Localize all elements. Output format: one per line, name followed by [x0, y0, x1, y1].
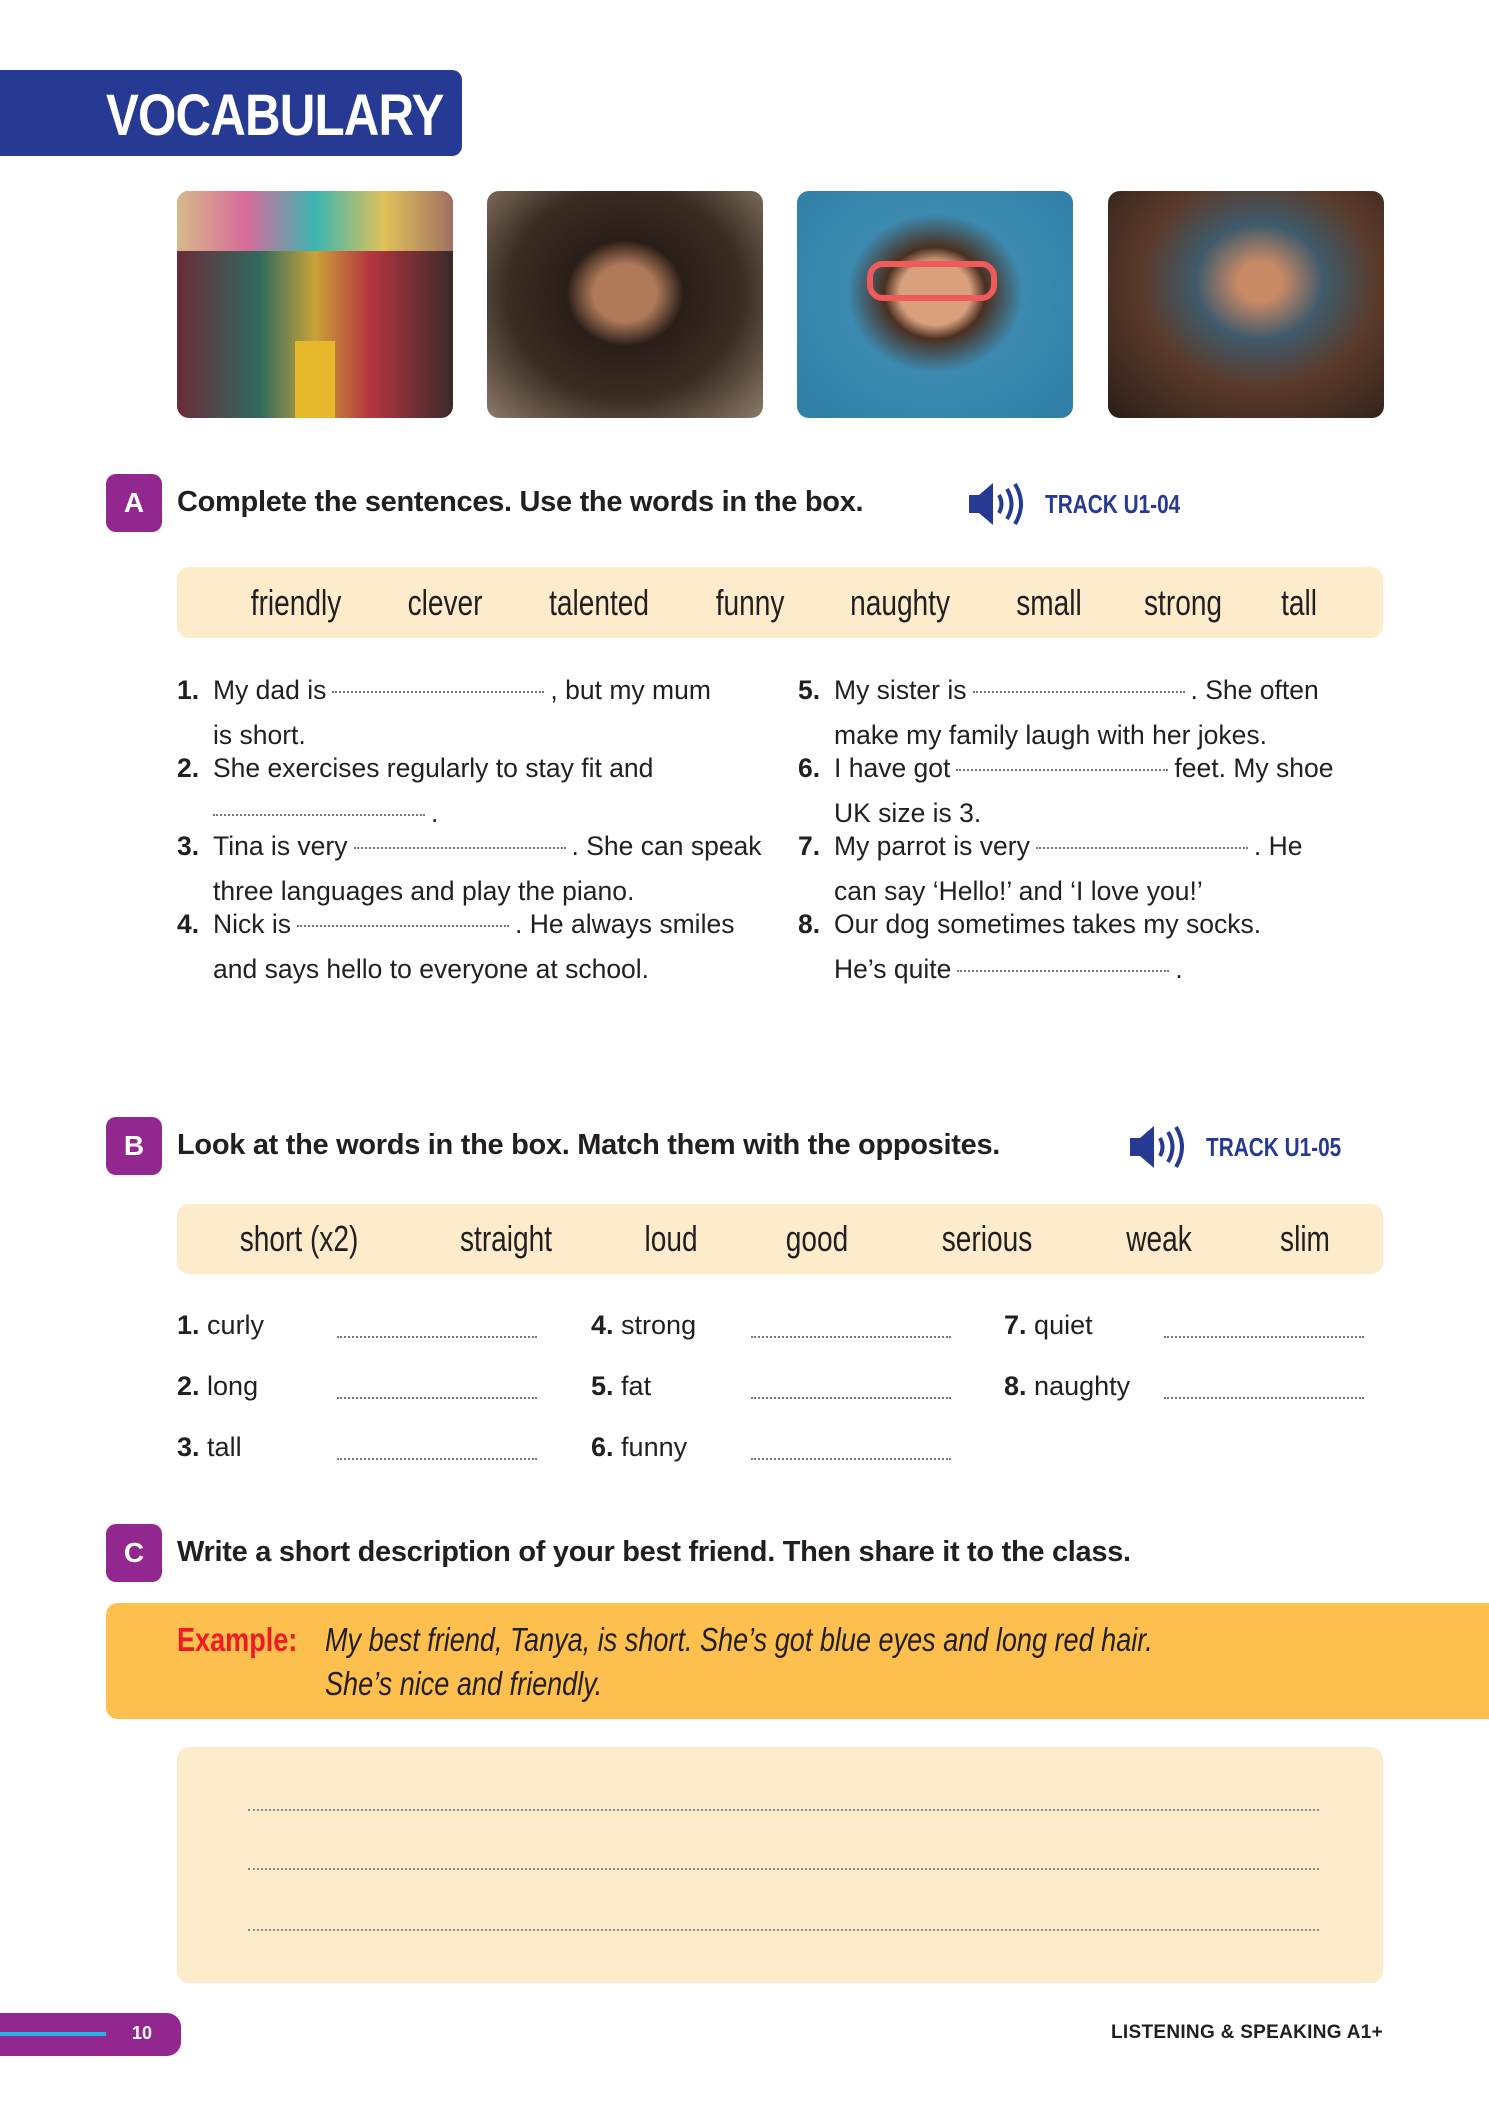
word-option: loud — [644, 1218, 698, 1259]
track-label: TRACK U1-04 — [1045, 488, 1181, 519]
answer-blank[interactable] — [957, 970, 1169, 972]
item-number: 8. — [1004, 1371, 1027, 1401]
sentence-text: . He — [1253, 831, 1303, 861]
item-number: 6. — [591, 1432, 614, 1462]
sentence-text: and says hello to everyone at school. — [213, 954, 650, 984]
sentence-text: Nick is — [213, 909, 292, 939]
word-box-a — [177, 567, 1383, 638]
match-word: curly — [207, 1310, 265, 1340]
speaker-icon — [967, 481, 1039, 527]
item-number: 1. — [177, 1310, 200, 1340]
answer-line[interactable] — [337, 1336, 537, 1338]
writing-line[interactable] — [248, 1868, 1319, 1870]
word-option: tall — [1280, 581, 1317, 623]
sentence-text: She exercises regularly to stay fit and — [213, 753, 654, 783]
item-number: 8. — [798, 909, 821, 939]
sentence-text: Tina is very — [213, 831, 348, 861]
sentence-text: He’s quite — [834, 954, 952, 984]
answer-line[interactable] — [1164, 1397, 1364, 1399]
sentence-text: make my family laugh with her jokes. — [834, 720, 1267, 750]
match-word: quiet — [1034, 1310, 1093, 1340]
item-number: 4. — [177, 909, 200, 939]
item-number: 7. — [1004, 1310, 1027, 1340]
cyan-rule — [0, 2032, 106, 2036]
answer-line[interactable] — [751, 1458, 951, 1460]
match-word: strong — [621, 1310, 697, 1340]
sentence-line-1 — [177, 824, 777, 869]
track-u1-04-button[interactable] — [967, 481, 1214, 527]
item-number: 7. — [798, 831, 821, 861]
match-item — [591, 1432, 687, 1463]
word-option: naughty — [850, 581, 951, 623]
word-option: funny — [715, 581, 785, 623]
match-item — [177, 1432, 242, 1463]
sentence-text: Our dog sometimes takes my socks. — [834, 909, 1262, 939]
sentence-line-1 — [798, 902, 1398, 947]
item-number: 5. — [798, 675, 821, 705]
match-item — [1004, 1371, 1130, 1402]
section-b-badge: B — [106, 1117, 162, 1175]
answer-blank[interactable] — [297, 925, 509, 927]
match-item — [177, 1371, 258, 1402]
book-title: LISTENING & SPEAKING A1+ — [1110, 2022, 1383, 2043]
page-number: 10 — [132, 2023, 153, 2043]
item-number: 2. — [177, 1371, 200, 1401]
example-label: Example: — [177, 1621, 298, 1658]
photo-funny-man-glasses — [797, 191, 1073, 418]
sentence-text: feet. My shoe — [1174, 753, 1334, 783]
item-number: 5. — [591, 1371, 614, 1401]
sentence-item — [177, 824, 777, 914]
match-item — [591, 1371, 651, 1402]
sentence-text: UK size is 3. — [834, 798, 982, 828]
section-a-badge: A — [106, 474, 162, 532]
page-number-tab — [0, 2013, 181, 2056]
match-word: long — [207, 1371, 259, 1401]
word-option: clever — [407, 581, 483, 623]
track-label: TRACK U1-05 — [1206, 1131, 1342, 1162]
photo-smiling-man-friends — [1108, 191, 1384, 418]
sentence-line-1 — [798, 668, 1398, 713]
answer-line[interactable] — [337, 1397, 537, 1399]
item-number: 2. — [177, 753, 200, 783]
speaker-icon — [1128, 1124, 1200, 1170]
sentence-item — [798, 902, 1398, 992]
sentence-item — [177, 746, 777, 836]
match-word: fat — [621, 1371, 652, 1401]
sentence-line-1 — [177, 668, 777, 713]
sentence-item — [798, 824, 1398, 914]
sentence-line-1 — [177, 902, 777, 947]
answer-blank[interactable] — [956, 769, 1168, 771]
word-option: strong — [1144, 581, 1223, 623]
sentence-line-1 — [177, 746, 777, 791]
item-number: 3. — [177, 1432, 200, 1462]
sentence-text: My parrot is very — [834, 831, 1030, 861]
word-option: small — [1016, 581, 1082, 623]
sentence-text: can say ‘Hello!’ and ‘I love you!’ — [834, 876, 1203, 906]
word-option: short (x2) — [239, 1218, 359, 1259]
item-number: 1. — [177, 675, 200, 705]
writing-line[interactable] — [248, 1809, 1319, 1811]
match-word: funny — [621, 1432, 688, 1462]
answer-line[interactable] — [337, 1458, 537, 1460]
answer-blank[interactable] — [973, 691, 1185, 693]
section-title-bar — [0, 70, 462, 156]
sentence-text: My sister is — [834, 675, 967, 705]
answer-blank[interactable] — [1036, 847, 1248, 849]
sentence-text: . — [431, 798, 439, 828]
match-word: naughty — [1034, 1371, 1131, 1401]
example-box — [106, 1603, 1489, 1719]
match-word: tall — [207, 1432, 242, 1462]
item-number: 4. — [591, 1310, 614, 1340]
match-item — [177, 1310, 264, 1341]
sentence-text: is short. — [213, 720, 306, 750]
word-option: friendly — [250, 581, 342, 623]
word-option: talented — [549, 581, 650, 623]
answer-blank[interactable] — [332, 691, 544, 693]
sentence-line-1 — [798, 824, 1398, 869]
item-number: 3. — [177, 831, 200, 861]
sentence-text: three languages and play the piano. — [213, 876, 635, 906]
match-item — [591, 1310, 696, 1341]
sentence-item — [798, 746, 1398, 836]
sentence-text: . She often — [1190, 675, 1319, 705]
word-option: slim — [1280, 1218, 1330, 1259]
answer-line[interactable] — [751, 1397, 951, 1399]
sentence-text: . She can speak — [571, 831, 762, 861]
sentence-text: . — [1175, 954, 1183, 984]
sentence-line-2 — [798, 947, 1398, 992]
word-option: serious — [941, 1218, 1033, 1259]
answer-blank[interactable] — [354, 847, 566, 849]
example-line-1: My best friend, Tanya, is short. She’s got blue eyes and long red hair. — [325, 1621, 1153, 1658]
sentence-item — [177, 668, 777, 758]
photo-woman-in-shop — [177, 191, 453, 418]
item-number: 6. — [798, 753, 821, 783]
sentence-line-1 — [798, 746, 1398, 791]
section-b-instruction: Look at the words in the box. Match them with the opposites. — [177, 1129, 1001, 1161]
section-a-instruction: Complete the sentences. Use the words in the box. — [177, 486, 864, 518]
section-c-instruction: Write a short description of your best friend. Then share it to the class. — [177, 1536, 1131, 1568]
word-option: straight — [459, 1218, 553, 1259]
sentence-item — [798, 668, 1398, 758]
answer-blank[interactable] — [213, 814, 425, 816]
sentence-text: . He always smiles — [515, 909, 735, 939]
answer-line[interactable] — [1164, 1336, 1364, 1338]
writing-area[interactable] — [177, 1747, 1383, 1983]
answer-line[interactable] — [751, 1336, 951, 1338]
sentence-item — [177, 902, 777, 992]
word-option: good — [785, 1218, 849, 1259]
sentence-line-2 — [177, 947, 777, 992]
match-item — [1004, 1310, 1093, 1341]
track-u1-05-button[interactable] — [1128, 1124, 1375, 1170]
example-line-2: She’s nice and friendly. — [325, 1665, 603, 1702]
sentence-text: I have got — [834, 753, 951, 783]
photo-woman-curly-hair — [487, 191, 763, 418]
sentence-text: , but my mum — [550, 675, 711, 705]
word-option: weak — [1126, 1218, 1192, 1259]
page-title: VOCABULARY — [106, 83, 444, 148]
section-c-badge: C — [106, 1524, 162, 1582]
sentence-text: My dad is — [213, 675, 327, 705]
writing-line[interactable] — [248, 1929, 1319, 1931]
word-box-b — [177, 1204, 1383, 1274]
